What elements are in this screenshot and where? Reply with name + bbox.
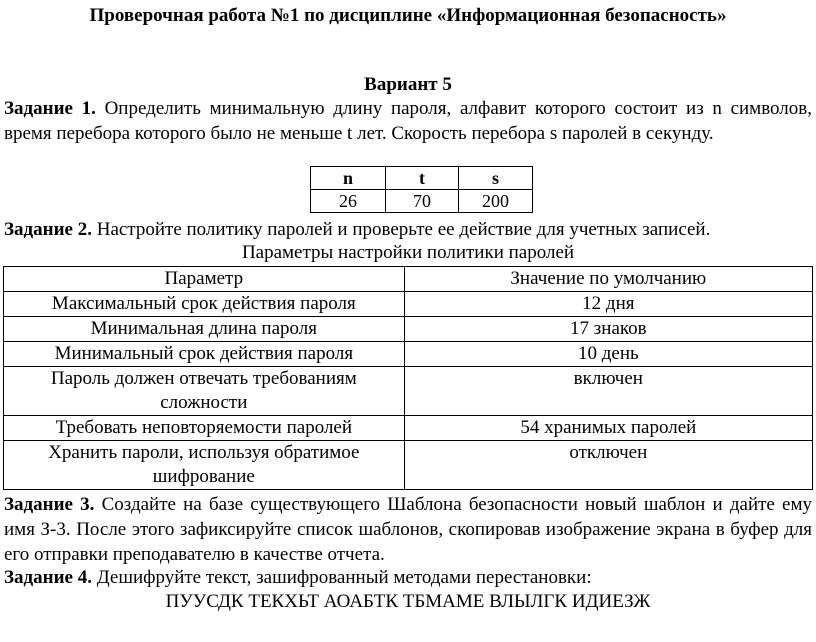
cipher-text: ПУУСДК ТЕКХЬТ АОАБТК ТБМАМЕ ВЛЫЛГК ИДИЕЗЖ xyxy=(165,591,651,612)
table-row xyxy=(4,317,813,342)
task-1 xyxy=(4,96,812,146)
value-cell: 12 дня xyxy=(404,292,812,317)
task-1-label: Задание 1. xyxy=(4,98,96,119)
table-row xyxy=(4,292,813,317)
task-2-label: Задание 2. xyxy=(4,219,92,240)
value-cell: 17 знаков xyxy=(404,317,812,342)
task-4-text: Дешифруйте текст, зашифрованный методами перестановки: xyxy=(91,567,592,588)
value-s: 200 xyxy=(459,190,533,213)
task-2 xyxy=(4,217,812,242)
parameter-cell: Пароль должен отвечать требованиям сложности xyxy=(4,367,405,416)
table-row xyxy=(4,367,813,416)
header-parameter: Параметр xyxy=(4,267,405,292)
parameter-cell: Хранить пароли, используя обратимое шифрование xyxy=(4,441,405,490)
value-cell: 10 день xyxy=(404,342,812,367)
value-cell: включен xyxy=(404,367,812,416)
table-header-row xyxy=(4,267,813,292)
parameter-cell: Минимальная длина пароля xyxy=(4,317,405,342)
parameter-cell: Требовать неповторяемости паролей xyxy=(4,416,405,441)
table-row xyxy=(4,342,813,367)
value-cell: отключен xyxy=(404,441,812,490)
task-2-text: Настройте политику паролей и проверьте ее действие для учетных записей. xyxy=(91,219,711,240)
task-1-parameters-table xyxy=(310,166,533,213)
password-policy-table xyxy=(3,266,813,490)
task-1-text: Определить минимальную длину пароля, алфавит которого состоит из n символов, время перебора которого было не меньше t лет. Скорость перебора s паролей в секунду. xyxy=(4,98,812,144)
table-header-row xyxy=(311,167,533,190)
task-3 xyxy=(4,492,812,567)
table-row xyxy=(311,190,533,213)
value-t: 70 xyxy=(386,190,459,213)
value-cell: 54 хранимых паролей xyxy=(404,416,812,441)
table-caption: Параметры настройки политики паролей xyxy=(241,242,575,263)
value-n: 26 xyxy=(311,190,386,213)
variant-heading: Вариант 5 xyxy=(364,74,452,95)
parameter-cell: Максимальный срок действия пароля xyxy=(4,292,405,317)
task-4-label: Задание 4. xyxy=(4,567,92,588)
table-row xyxy=(4,441,813,490)
document-title: Проверочная работа №1 по дисциплине «Информационная безопасность» xyxy=(89,5,727,26)
task-3-text: Создайте на базе существующего Шаблона безопасности новый шаблон и дайте ему имя З-3. После этого зафиксируйте список шаблонов, скопировав изображение экрана в буфер для его отправки преподавателю в качестве отчета. xyxy=(4,494,813,565)
parameter-cell: Минимальный срок действия пароля xyxy=(4,342,405,367)
header-n: n xyxy=(311,167,386,190)
task-3-label: Задание 3. xyxy=(4,494,95,515)
header-s: s xyxy=(459,167,533,190)
task-4 xyxy=(4,565,812,590)
header-default-value: Значение по умолчанию xyxy=(404,267,812,292)
header-t: t xyxy=(386,167,459,190)
table-row xyxy=(4,416,813,441)
